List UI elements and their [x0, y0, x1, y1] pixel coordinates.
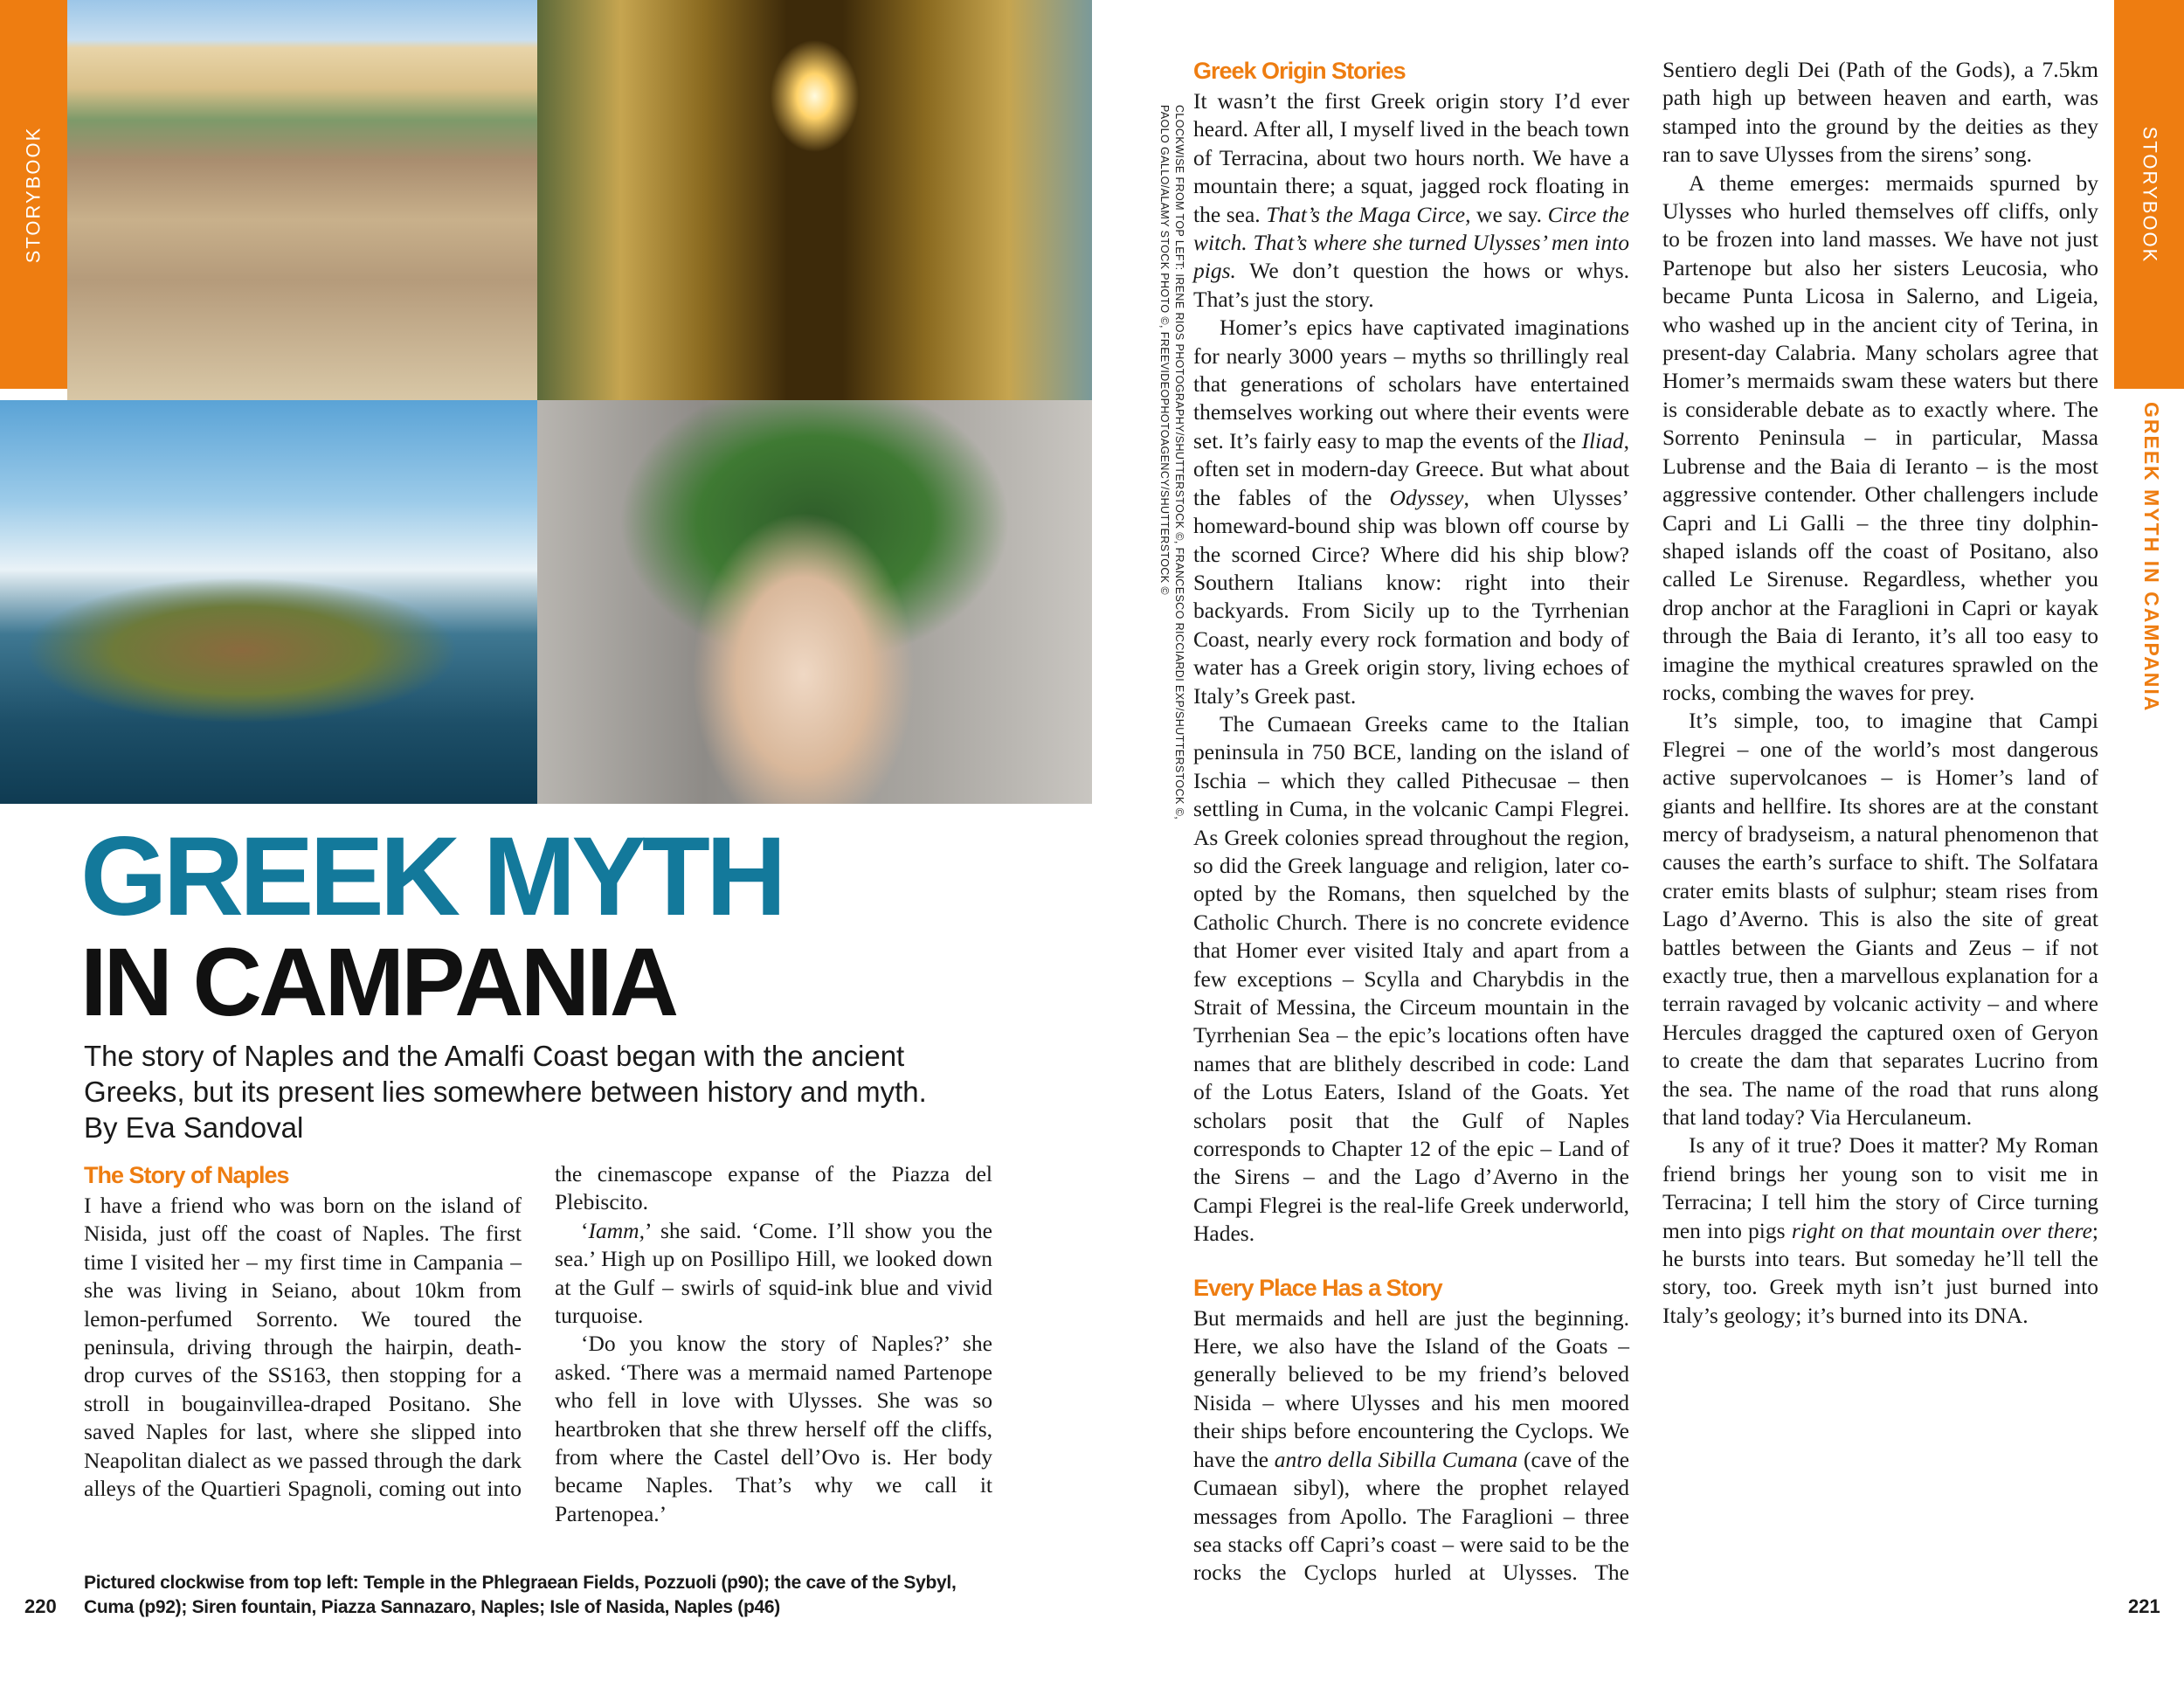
standfirst — [84, 1038, 1010, 1145]
page-number-left: 220 — [24, 1595, 57, 1617]
running-title-text: GREEK MYTH IN CAMPANIA — [2140, 402, 2163, 713]
credit-line: CLOCKWISE FROM TOP LEFT: IRENE RIOS PHOTOGRAPHY/SHUTTERSTOCK ©, FRANCESCO RICCIARDI EXP/SHUTTERSTOCK ©, — [1173, 105, 1185, 820]
text-run: we say. — [1470, 201, 1548, 227]
photo-island — [0, 400, 537, 804]
text-run: ; he bursts into tears. But someday he’ll tell the story, too. Greek myth isn’t just burned into Italy’s geology; it’s burned into its DNA. — [1662, 1217, 2098, 1328]
running-title — [2114, 402, 2184, 716]
text-run: A theme emerges: mermaids spurned by Ulysses who hurled themselves off cliffs, only to be frozen into land masses. We have not just Partenope but also her sisters Leucosia, who became Punta Licosa in Salerno, and Ligeia, who washed up in the ancient city of Terina, in present-day Calabria. Many scholars agree that Homer’s mermaids swam these waters but there is considerable debate as to exactly where. The Sorrento Peninsula – in particular, Massa Lubrense and the Baia di Ieranto – is the most aggressive contender. Other challengers include Capri and Li Galli – the three tiny dolphin-shaped islands off the coast of Positano, also called Le Sirenuse. Regardless, whether you drop anchor at the Faraglioni in Capri or kayak through the Baia di Ieranto, it’s all too easy to imagine the mythical creatures sprawled on the rocks, combing the waves for prey. — [1662, 169, 2098, 705]
text-run: (cave of the Cumaean sibyl), where the prophet relayed messages from Apollo. The Faraglioni – three sea stacks off Capri’s coast – were said to be the rocks the Cyclops hurled at Ulysses. The Sentiero degli Dei (Path of the Gods), a 7.5km path high up between heaven and earth, was stamped into the ground by the deities as they ran to save Ulysses from the sirens’ song. — [1193, 57, 2098, 1586]
left-article-columns — [84, 1160, 992, 1545]
photo-caption: Pictured clockwise from top left: Temple in the Phlegraean Fields, Pozzuoli (p90); the cave of the Sybyl, Cuma (p92); Siren fountain, Piazza Sannazaro, Naples; Isle of Nasida, Naples (p46) — [84, 1573, 957, 1617]
photo-cave — [537, 0, 1092, 400]
text-run: ‘ — [581, 1217, 589, 1243]
title-line-1: GREEK MYTH — [80, 814, 783, 939]
text-run: But mermaids and hell are just the beginning. Here, we also have the Island of the Goats – generally believed to be my friend’s beloved Nisida – where Ulysses and his men moored their ships before encountering the Cyclops. We have the — [1193, 1304, 1629, 1472]
body-paragraph — [1662, 169, 2098, 708]
italic-text: That’s the Maga Circe, — [1266, 201, 1471, 227]
byline: By Eva Sandoval — [84, 1111, 304, 1144]
text-run: The Cumaean Greeks came to the Italian peninsula in 750 BCE, landing on the island of Ischia – which they called Pithecusae – then settling in Cuma, in the volcanic Campi Flegrei. As Greek colonies spread throughout the region, so did the Greek language and religion, later co-opted by the Romans, then squelched by the Catholic Church. There is no concrete evidence that Homer ever visited Italy and apart from a few exceptions – Scylla and Charybdis in the Strait of Messina, the Circeum mountain in the Tyrrhenian Sea – the epic’s locations often have names that are blithely described in code: Land of the Lotus Eaters, Island of the Goats. Yet scholars posit that the Gulf of Naples corresponds to Chapter 12 of the epic – Land of the Sirens – and the Lago d’Averno in the Campi Flegrei is the real-life Greek underworld, Hades. — [1193, 710, 1629, 1247]
photo-temple — [67, 0, 537, 400]
title-line-2: IN CAMPANIA — [80, 929, 676, 1036]
body-paragraph — [555, 1330, 992, 1528]
italic-text: Circe the witch. That’s where she turned Ulysses’ men into pigs. — [1193, 201, 1630, 284]
photo-credits — [1151, 105, 1186, 865]
italic-text: Iamm, — [588, 1217, 645, 1243]
tab-label: STORYBOOK — [22, 126, 45, 263]
italic-text: Iliad — [1581, 427, 1624, 453]
storybook-tab-right — [2114, 0, 2184, 389]
text-run: ‘Do you know the story of Naples?’ she asked. ‘There was a mermaid named Partenope who fell in love with Ulysses. She was so heartbroken that she threw herself off the cliffs, from where the Castel dell’Ovo is. Her body became Naples. That’s why we call it Partenopea.’ — [555, 1331, 992, 1526]
body-paragraph — [1193, 314, 1629, 710]
right-article-columns — [1193, 56, 2098, 1602]
body-paragraph — [1193, 87, 1629, 314]
body-paragraph — [1662, 1131, 2098, 1330]
italic-text: right on that mountain over there — [1791, 1217, 2092, 1243]
italic-text: antro della Sibilla Cumana — [1274, 1446, 1518, 1472]
page-number-right: 221 — [2128, 1595, 2160, 1617]
italic-text: Odyssey — [1389, 484, 1464, 510]
text-run: I have a friend who was born on the island of Nisida, just off the coast of Naples. The first time I visited her – my first time in Campania – she was living in Seiano, about 10km from lemon-perfumed Sorrento. We toured the peninsula, driving through the hairpin, death-drop curves of the SS163, then stopping for a stroll in bougainvillea-draped Positano. She saved Naples for last, where she slipped into Neapolitan dialect as we passed through the dark alleys of the Quartieri Spagnoli, coming out into the cinemascope expanse of the Piazza del Plebiscito. — [84, 1161, 992, 1502]
text-run: Is any of it true? Does it matter? My Roman friend brings her young son to visit me in Terracina; I tell him the story of Circe turning men into pigs — [1662, 1132, 2098, 1243]
text-run: , often set in modern-day Greece. But what about the fables of the — [1193, 427, 1629, 510]
text-run: , when Ulysses’ homeward-bound ship was blown off course by the scorned Circe? Where did his ship blow? Southern Italians know: right into their backyards. From Sicily up to the Tyrrhenian Coast, nearly every rock formation and body of water has a Greek origin story, living echoes of Italy’s Greek past. — [1193, 484, 1629, 709]
text-run: We don’t question the hows or whys. That’s just the story. — [1193, 258, 1629, 312]
text-run: It’s simple, too, to imagine that Campi Flegrei – one of the world’s most dangerous active supervolcanoes – is Homer’s land of giants and hellfire. Its shores are at the constant mercy of bradyseism, a natural phenomenon that causes the earth’s surface to shift. The Solfatara crater emits blasts of sulphur; steam rises from Lago d’Averno. This is also the site of great battles between the Giants and Zeus – if not exactly true, then a marvellous explanation for a terrain ravaged by volcanic activity – and where Hercules dragged the captured oxen of Geryon to create the dam that separates Lucrino from the sea. The name of the road that runs along that land today? Via Herculaneum. — [1662, 708, 2098, 1131]
section-heading: The Story of Naples — [84, 1162, 289, 1188]
body-paragraph — [1193, 710, 1629, 1249]
tab-label: STORYBOOK — [2139, 126, 2161, 263]
section-heading: Greek Origin Stories — [1193, 58, 1406, 84]
body-paragraph — [1662, 707, 2098, 1131]
photo-fountain — [537, 400, 1092, 804]
storybook-tab-left — [0, 0, 67, 389]
text-run: ’ she said. ‘Come. I’ll show you the sea.’ High up on Posillipo Hill, we looked down at the Gulf – swirls of squid-ink blue and vivid turquoise. — [555, 1217, 992, 1329]
body-paragraph — [555, 1217, 992, 1331]
section-heading: Every Place Has a Story — [1193, 1274, 1442, 1301]
text-run: It wasn’t the first Greek origin story I’d ever heard. After all, I myself lived in the beach town of Terracina, about two hours north. We have a mountain there; a squat, jagged rock floating in the sea. — [1193, 88, 1629, 227]
subtitle: The story of Naples and the Amalfi Coast began with the ancient Greeks, but its present lies somewhere between history and myth. — [84, 1040, 927, 1108]
credit-line: PAOLO GALLO/ALAMY STOCK PHOTO ©, FREEVIDEOPHOTOAGENCY/SHUTTERSTOCK © — [1158, 105, 1171, 596]
text-run: Homer’s epics have captivated imaginations for nearly 3000 years – myths so thrillingly real that generations of scholars have entertained themselves working out where their events were set. It’s fairly easy to map the events of the — [1193, 315, 1629, 453]
